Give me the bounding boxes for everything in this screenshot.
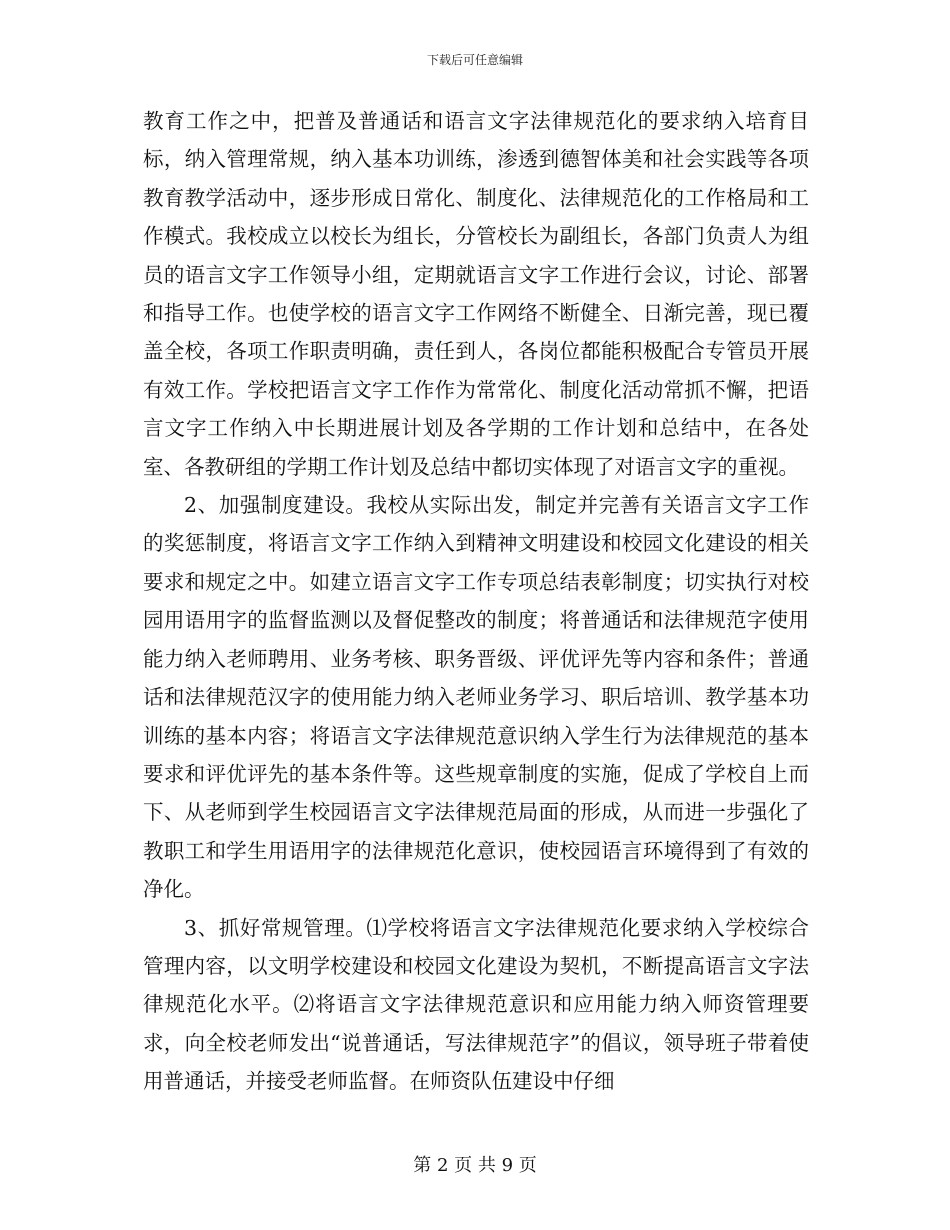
document-body: [143, 102, 809, 1101]
paragraph-continued: 教育工作之中，把普及普通话和语言文字法律规范化的要求纳入培育目标，纳入管理常规，纳入基本功训练，渗透到德智体美和社会实践等各项教育教学活动中，逐步形成日常化、制度化、法律规范化的工作格局和工作模式。我校成立以校长为组长，分管校长为副组长，各部门负责人为组员的语言文字工作领导小组，定期就语言文字工作进行会议，讨论、部署和指导工作。也使学校的语言文字工作网络不断健全、日渐完善，现已覆盖全校，各项工作职责明确，责任到人，各岗位都能积极配合专管员开展有效工作。学校把语言文字工作作为常常化、制度化活动常抓不懈，把语言文字工作纳入中长期进展计划及各学期的工作计划和总结中，在各处室、各教研组的学期工作计划及总结中都切实体现了对语言文字的重视。: [143, 109, 809, 479]
paragraph-routine-management: 3、抓好常规管理。⑴学校将语言文字法律规范化要求纳入学校综合管理内容，以文明学校建设和校园文化建设为契机，不断提高语言文字法律规范化水平。⑵将语言文字法律规范意识和应用能力纳入师资管理要求，向全校老师发出“说普通话，写法律规范字”的倡议，领导班子带着使用普通话，并接受老师监督。在师资队伍建设中仔细: [143, 915, 809, 1094]
paragraph-system-building: 2、加强制度建设。我校从实际出发，制定并完善有关语言文字工作的奖惩制度，将语言文字工作纳入到精神文明建设和校园文化建设的相关要求和规定之中。如建立语言文字工作专项总结表彰制度；切实执行对校园用语用字的监督监测以及督促整改的制度；将普通话和法律规范字使用能力纳入老师聘用、业务考核、职务晋级、评优评先等内容和条件；普通话和法律规范汉字的使用能力纳入老师业务学习、职后培训、教学基本功训练的基本内容；将语言文字法律规范意识纳入学生行为法律规范的基本要求和评优评先的基本条件等。这些规章制度的实施，促成了学校自上而下、从老师到学生校园语言文字法律规范局面的形成，从而进一步强化了教职工和学生用语用字的法律规范化意识，使校园语言环境得到了有效的净化。: [143, 493, 809, 902]
page-header: 下载后可任意编辑: [426, 53, 523, 67]
page-number: 第 2 页 共 9 页: [413, 1155, 537, 1176]
